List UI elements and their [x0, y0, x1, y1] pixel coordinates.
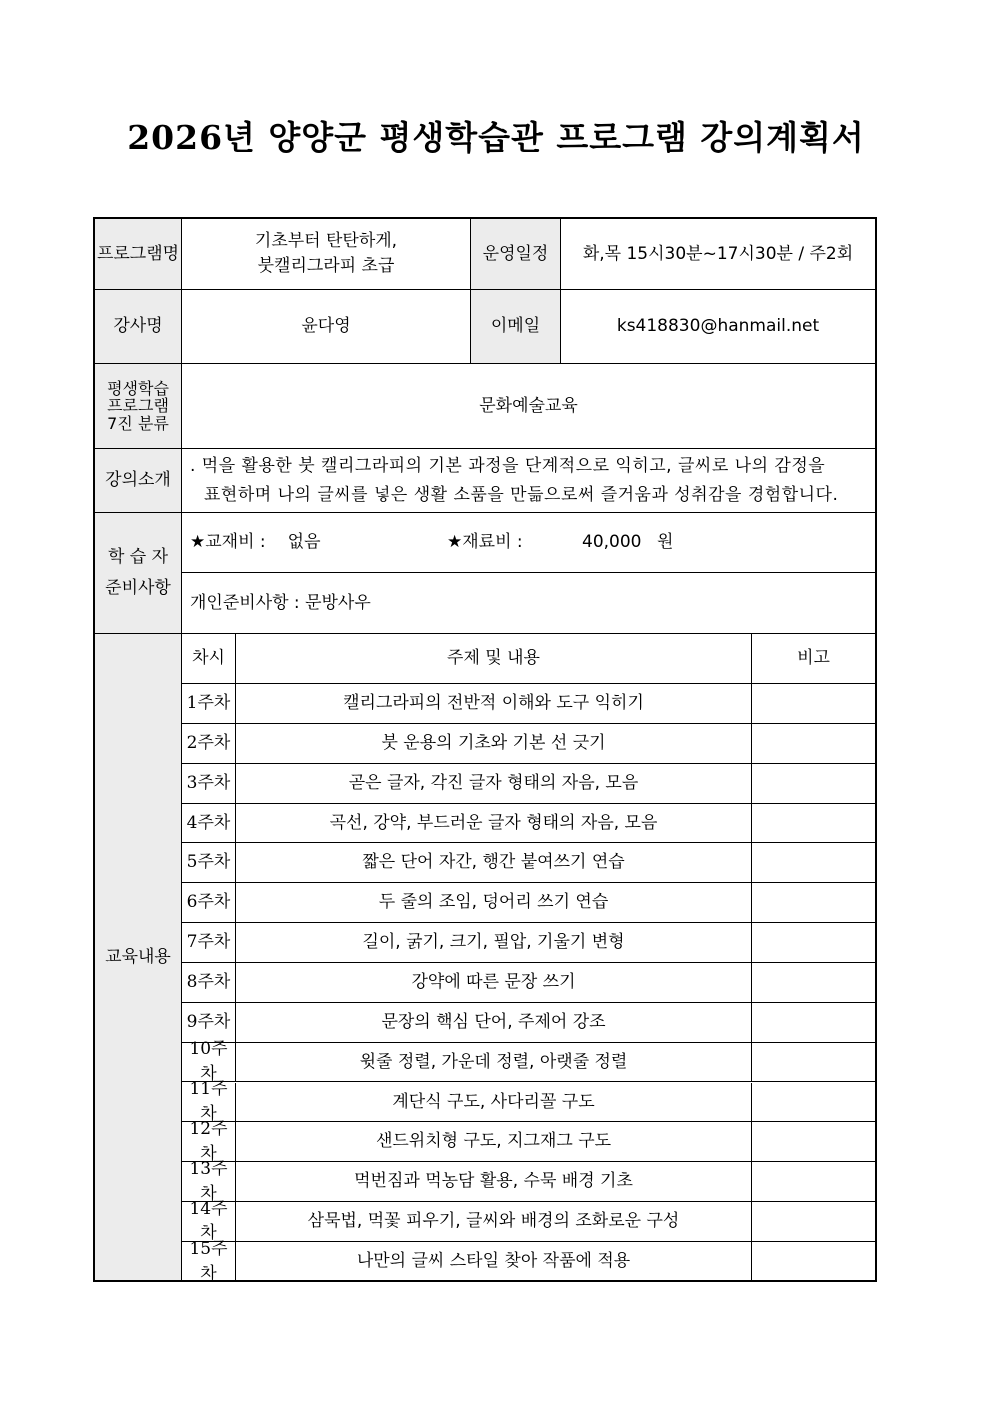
email-value: ks418830@hanmail.net	[561, 290, 875, 364]
content-cell: 계단식 구도, 사다리꼴 구도	[236, 1083, 752, 1123]
content-cell: 곡선, 강약, 부드러운 글자 형태의 자음, 모음	[236, 804, 752, 844]
session-cell: 5주차	[182, 843, 236, 883]
content-cell: 윗줄 정렬, 가운데 정렬, 아랫줄 정렬	[236, 1043, 752, 1083]
program-name-value	[182, 219, 471, 290]
content-cell: 문장의 핵심 단어, 주제어 강조	[236, 1003, 752, 1043]
content-cell: 먹번짐과 먹농담 활용, 수묵 배경 기초	[236, 1162, 752, 1202]
content-cell: 붓 운용의 기초와 기본 선 긋기	[236, 724, 752, 764]
program-name-label: 프로그램명	[95, 219, 182, 290]
session-cell: 7주차	[182, 923, 236, 963]
page-title: 2026년 양양군 평생학습관 프로그램 강의계획서	[127, 118, 865, 157]
fees-row	[182, 513, 875, 573]
note-cell	[752, 684, 875, 724]
category-label: 평생학습 프로그램 7진 분류	[95, 364, 182, 449]
note-cell	[752, 1083, 875, 1123]
session-cell: 6주차	[182, 883, 236, 923]
intro-line1: . 먹을 활용한 붓 캘리그라피의 기본 과정을 단계적으로 익히고, 글씨로 나의 감정을	[190, 455, 826, 476]
session-cell: 10주차	[182, 1043, 236, 1083]
session-cell: 12주차	[182, 1122, 236, 1162]
session-cell: 14주차	[182, 1202, 236, 1242]
content-cell: 샌드위치형 구도, 지그재그 구도	[236, 1122, 752, 1162]
header-session: 차시	[182, 634, 236, 684]
content-cell: 곧은 글자, 각진 글자 형태의 자음, 모음	[236, 764, 752, 804]
note-cell	[752, 804, 875, 844]
session-cell: 9주차	[182, 1003, 236, 1043]
lecture-plan-table	[93, 217, 877, 1282]
schedule-value: 화,목 15시30분~17시30분 / 주2회	[561, 219, 875, 290]
session-cell: 4주차	[182, 804, 236, 844]
session-cell: 11주차	[182, 1083, 236, 1123]
note-cell	[752, 1162, 875, 1202]
session-cell: 15주차	[182, 1242, 236, 1282]
textbook-fee-label: ★교재비 :	[190, 532, 266, 553]
personal-prep: 개인준비사항 : 문방사우	[182, 573, 875, 634]
note-cell	[752, 1202, 875, 1242]
note-cell	[752, 883, 875, 923]
note-cell	[752, 963, 875, 1003]
intro-text	[182, 449, 875, 513]
note-cell	[752, 843, 875, 883]
intro-label: 강의소개	[95, 449, 182, 513]
session-cell: 1주차	[182, 684, 236, 724]
note-cell	[752, 923, 875, 963]
content-cell: 캘리그라피의 전반적 이해와 도구 익히기	[236, 684, 752, 724]
email-label: 이메일	[471, 290, 561, 364]
session-cell: 13주차	[182, 1162, 236, 1202]
intro-line2: 표현하며 나의 글씨를 넣은 생활 소품을 만듦으로써 즐거움과 성취감을 경험합니다.	[204, 484, 839, 505]
content-cell: 삼묵법, 먹꽃 피우기, 글씨와 배경의 조화로운 구성	[236, 1202, 752, 1242]
content-cell: 두 줄의 조임, 덩어리 쓰기 연습	[236, 883, 752, 923]
content-cell: 강약에 따른 문장 쓰기	[236, 963, 752, 1003]
header-content: 주제 및 내용	[236, 634, 752, 684]
note-cell	[752, 1122, 875, 1162]
category-value: 문화예술교육	[182, 364, 875, 449]
material-fee-label: ★재료비 :	[447, 532, 523, 553]
content-cell: 나만의 글씨 스타일 찾아 작품에 적용	[236, 1242, 752, 1282]
content-cell: 길이, 굵기, 크기, 필압, 기울기 변형	[236, 923, 752, 963]
material-fee-value: 40,000	[582, 532, 642, 553]
instructor-name: 윤다영	[182, 290, 471, 364]
session-cell: 3주차	[182, 764, 236, 804]
header-note: 비고	[752, 634, 875, 684]
note-cell	[752, 764, 875, 804]
program-name-line1: 기초부터 탄탄하게,	[254, 231, 398, 252]
note-cell	[752, 1003, 875, 1043]
session-cell: 8주차	[182, 963, 236, 1003]
prep-label: 학 습 자 준비사항	[95, 513, 182, 634]
textbook-fee-value: 없음	[287, 532, 321, 553]
content-cell: 짧은 단어 자간, 행간 붙여쓰기 연습	[236, 843, 752, 883]
program-name-line2: 붓캘리그라피 초급	[257, 256, 395, 276]
note-cell	[752, 1043, 875, 1083]
schedule-label: 운영일정	[471, 219, 561, 290]
note-cell	[752, 1242, 875, 1282]
material-fee-unit: 원	[657, 532, 674, 553]
note-cell	[752, 724, 875, 764]
session-cell: 2주차	[182, 724, 236, 764]
instructor-label: 강사명	[95, 290, 182, 364]
curriculum-label: 교육내용	[95, 634, 182, 1280]
